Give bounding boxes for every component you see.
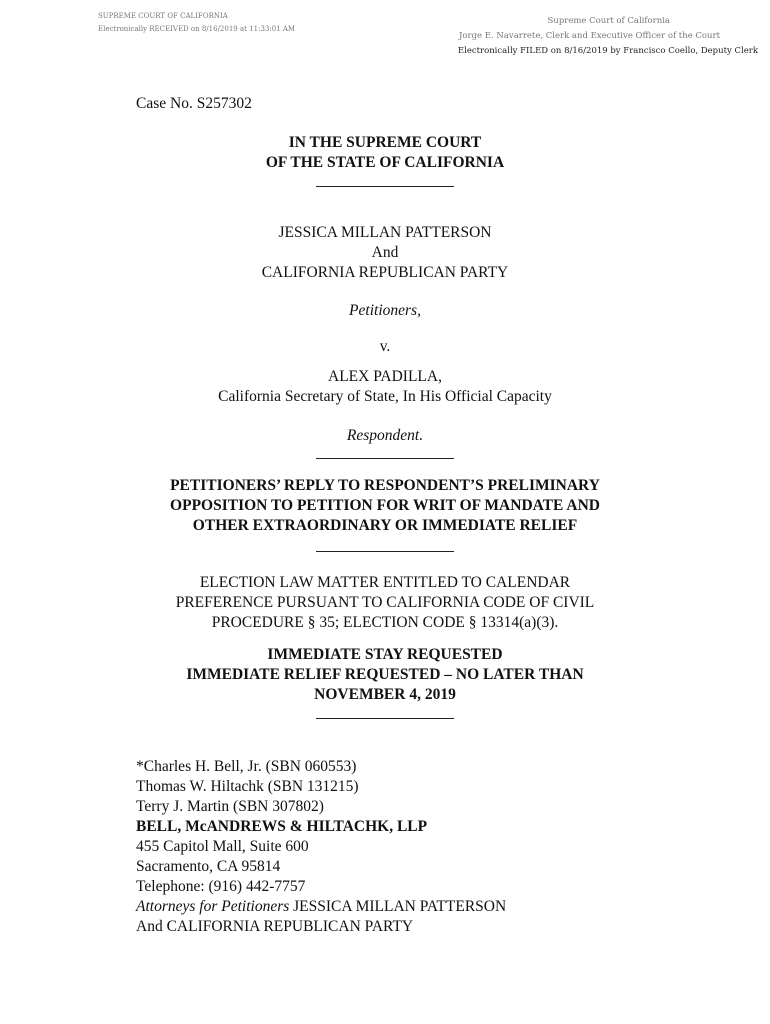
divider [316,718,454,719]
filed-stamp [458,14,758,59]
filed-stamp-clerk: Jorge E. Navarrete, Clerk and Executive Officer of the Court [459,31,720,41]
divider [316,458,454,459]
attorney-1: *Charles H. Bell, Jr. (SBN 060553) [136,758,357,775]
received-stamp [98,10,295,36]
respondent-name: ALEX PADILLA, [328,368,442,385]
divider [316,551,454,552]
court-heading-line2: OF THE STATE OF CALIFORNIA [265,154,505,171]
received-stamp-court: SUPREME COURT OF CALIFORNIA [98,12,228,20]
attorney-2: Thomas W. Hiltachk (SBN 131215) [136,778,359,795]
respondent-block [0,367,770,407]
respondent-label: Respondent. [346,427,424,444]
stay-request-line2: IMMEDIATE RELIEF REQUESTED – NO LATER THAN [186,666,584,683]
counsel-role-parties: JESSICA MILLAN PATTERSON [289,898,507,915]
election-notice [0,573,770,633]
address-line-2: Sacramento, CA 95814 [136,858,281,875]
counsel-role-label: Attorneys for Petitioners [136,898,290,915]
document-title-line2: OPPOSITION TO PETITION FOR WRIT OF MANDATE AND [170,497,600,514]
divider [316,186,454,187]
stay-request [0,645,770,705]
election-notice-line2: PREFERENCE PURSUANT TO CALIFORNIA CODE OF CIVIL [175,594,595,611]
stay-request-line1: IMMEDIATE STAY REQUESTED [267,646,503,663]
election-notice-line3: PROCEDURE § 35; ELECTION CODE § 13314(a)(3). [211,614,559,631]
stay-request-line3: NOVEMBER 4, 2019 [314,686,456,703]
counsel-role [136,897,506,917]
filed-stamp-date: Electronically FILED on 8/16/2019 by Francisco Coello, Deputy Clerk [457,46,758,56]
case-number: Case No. S257302 [136,95,252,112]
address-line-1: 455 Capitol Mall, Suite 600 [136,838,309,855]
counsel-block [136,757,506,937]
counsel-role-line2: And CALIFORNIA REPUBLICAN PARTY [136,918,414,935]
respondent-capacity: California Secretary of State, In His Official Capacity [218,388,552,405]
petitioner-name-1: JESSICA MILLAN PATTERSON [278,224,492,241]
document-title-line3: OTHER EXTRAORDINARY OR IMMEDIATE RELIEF [192,517,578,534]
versus: v. [379,338,391,355]
court-heading-line1: IN THE SUPREME COURT [288,134,482,151]
filed-stamp-court: Supreme Court of California [547,16,670,26]
attorney-3: Terry J. Martin (SBN 307802) [136,798,324,815]
received-stamp-date: Electronically RECEIVED on 8/16/2019 at 11:33:01 AM [98,25,296,33]
petitioner-conjunction: And [371,244,399,261]
law-firm: BELL, McANDREWS & HILTACHK, LLP [136,818,428,835]
petitioner-name-2: CALIFORNIA REPUBLICAN PARTY [261,264,509,281]
petitioners-label: Petitioners, [349,302,421,319]
court-heading [0,133,770,173]
document-title-line1: PETITIONERS’ REPLY TO RESPONDENT’S PRELIMINARY [170,477,600,494]
telephone: Telephone: (916) 442-7757 [136,878,306,895]
document-title [0,476,770,536]
election-notice-line1: ELECTION LAW MATTER ENTITLED TO CALENDAR [199,574,571,591]
petitioners-block [0,223,770,283]
